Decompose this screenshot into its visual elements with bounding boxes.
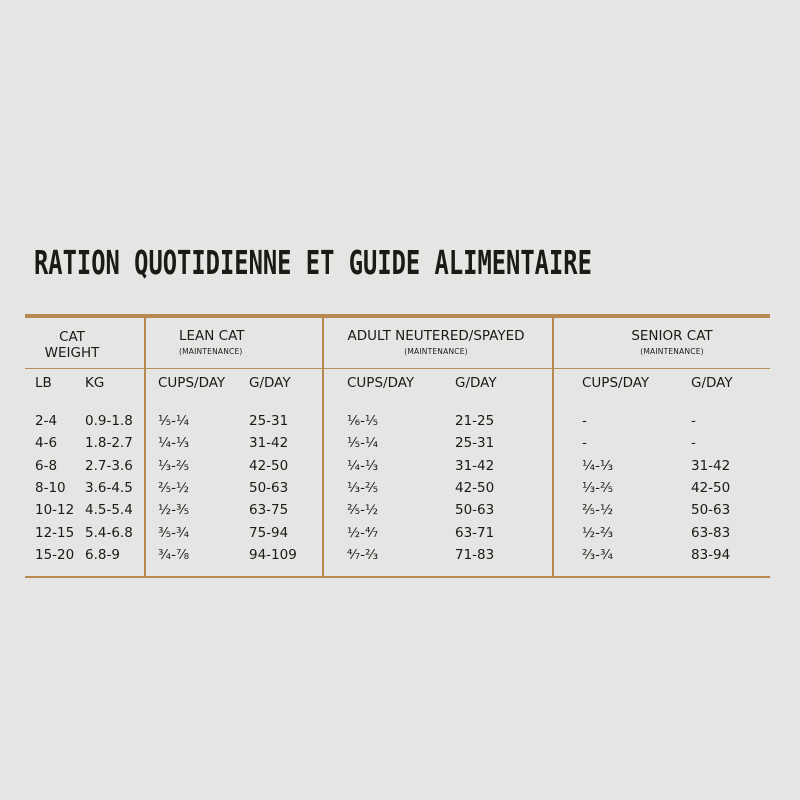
- cell-lean-grams: 50-63: [249, 479, 289, 496]
- cell-adult-cups: ½-⁴⁄₇: [347, 524, 379, 541]
- cell-adult-cups: ⁴⁄₇-⅔: [347, 546, 379, 563]
- cell-adult-cups: ⅙-⅕: [347, 413, 379, 429]
- cell-lean-grams: 75-94: [249, 524, 289, 541]
- cell-senior-cups: ⅔-¾: [582, 546, 614, 563]
- cell-kg: 3.6-4.5: [85, 479, 133, 496]
- cell-lb: 2-4: [35, 413, 58, 429]
- cell-adult-cups: ⅕-¼: [347, 435, 379, 452]
- cell-kg: 1.8-2.7: [85, 435, 133, 452]
- cell-adult-cups: ¼-⅓: [347, 457, 379, 474]
- adult-subheader: (MAINTENANCE): [404, 347, 468, 356]
- cell-senior-grams: 83-94: [691, 546, 731, 563]
- senior-cat-header: SENIOR CAT: [631, 328, 713, 344]
- column-header-adult-cups: CUPS/DAY: [347, 375, 415, 391]
- column-header-lean-cups: CUPS/DAY: [158, 375, 226, 391]
- cell-kg: 6.8-9: [85, 546, 120, 563]
- cell-senior-grams: 50-63: [691, 502, 731, 519]
- cell-senior-cups: ⅓-⅖: [582, 479, 614, 496]
- column-header-lb: LB: [35, 375, 52, 391]
- weight-header-line1: CAT: [59, 329, 85, 345]
- cell-lb: 4-6: [35, 435, 58, 452]
- header-divider: [25, 368, 770, 369]
- cell-senior-grams: -: [691, 413, 696, 429]
- table-bottom-rule: [25, 576, 770, 578]
- column-header-lean-grams: G/DAY: [249, 375, 291, 391]
- cell-senior-grams: -: [691, 435, 696, 452]
- senior-cat-subheader: (MAINTENANCE): [640, 347, 704, 356]
- column-header-kg: KG: [85, 375, 105, 391]
- page-title: RATION QUOTIDIENNE ET GUIDE ALIMENTAIRE: [34, 243, 592, 282]
- cell-lb: 10-12: [35, 502, 75, 519]
- cell-lean-grams: 94-109: [249, 546, 297, 563]
- cell-adult-cups: ⅓-⅖: [347, 479, 379, 496]
- cell-adult-grams: 71-83: [455, 546, 495, 563]
- cell-kg: 5.4-6.8: [85, 524, 133, 541]
- cell-lean-cups: ⅕-¼: [158, 413, 190, 429]
- cell-senior-cups: ⅖-½: [582, 502, 614, 519]
- cell-adult-grams: 63-71: [455, 524, 495, 541]
- cell-senior-cups: ¼-⅓: [582, 457, 614, 474]
- cell-lean-cups: ⅗-¾: [158, 524, 190, 541]
- cell-adult-grams: 42-50: [455, 479, 495, 496]
- column-divider: [322, 318, 324, 576]
- cell-lean-cups: ¼-⅓: [158, 435, 190, 452]
- table-top-rule: [25, 314, 770, 318]
- cell-lean-cups: ½-⅗: [158, 502, 190, 519]
- column-divider: [144, 318, 146, 576]
- cell-adult-grams: 31-42: [455, 457, 495, 474]
- cell-adult-grams: 25-31: [455, 435, 495, 452]
- cell-kg: 2.7-3.6: [85, 457, 133, 474]
- cell-senior-cups: -: [582, 435, 587, 452]
- cell-lean-grams: 42-50: [249, 457, 289, 474]
- cell-lb: 8-10: [35, 479, 66, 496]
- lean-cat-header: LEAN CAT: [179, 328, 245, 344]
- cell-lean-cups: ⅖-½: [158, 479, 190, 496]
- cell-senior-grams: 42-50: [691, 479, 731, 496]
- column-divider: [552, 318, 554, 576]
- cell-kg: 0.9-1.8: [85, 413, 133, 429]
- weight-header-line2: WEIGHT: [44, 345, 100, 361]
- adult-header: ADULT NEUTERED/SPAYED: [347, 328, 525, 344]
- cell-senior-grams: 63-83: [691, 524, 731, 541]
- column-header-senior-cups: CUPS/DAY: [582, 375, 650, 391]
- cell-adult-grams: 50-63: [455, 502, 495, 519]
- lean-cat-subheader: (MAINTENANCE): [179, 347, 243, 356]
- cell-senior-cups: ½-⅔: [582, 524, 614, 541]
- cell-lean-grams: 63-75: [249, 502, 289, 519]
- column-header-adult-grams: G/DAY: [455, 375, 497, 391]
- cell-lb: 6-8: [35, 457, 58, 474]
- cell-adult-grams: 21-25: [455, 413, 495, 429]
- cell-lean-grams: 25-31: [249, 413, 289, 429]
- cell-kg: 4.5-5.4: [85, 502, 133, 519]
- column-header-senior-grams: G/DAY: [691, 375, 733, 391]
- cell-senior-cups: -: [582, 413, 587, 429]
- cell-senior-grams: 31-42: [691, 457, 731, 474]
- feeding-guide-table: [25, 314, 770, 578]
- cell-adult-cups: ⅖-½: [347, 502, 379, 519]
- cell-lb: 15-20: [35, 546, 75, 563]
- cell-lean-grams: 31-42: [249, 435, 289, 452]
- cell-lean-cups: ⅓-⅖: [158, 457, 190, 474]
- cell-lean-cups: ¾-⅞: [158, 546, 190, 563]
- cell-lb: 12-15: [35, 524, 75, 541]
